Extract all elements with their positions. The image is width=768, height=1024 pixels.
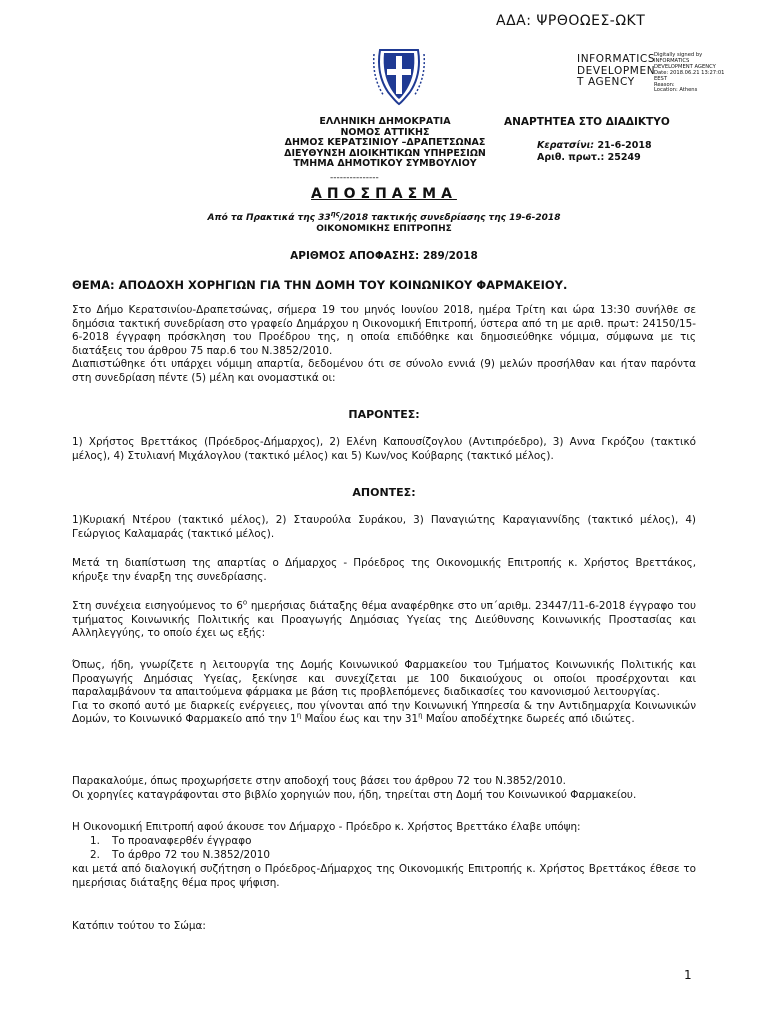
absent-list: 1)Κυριακή Ντέρου (τακτικό μέλος), 2) Σταυρούλα Συράκου, 3) Παναγιώτης Καραγιαννίδης (τακτικό μέλος), 4) Γεώργιος Καλαμαράς (τακτικό μέλος). bbox=[72, 514, 696, 540]
absent-heading: ΑΠΟΝΤΕΣ: bbox=[352, 486, 416, 499]
document-title: ΑΠΟΣΠΑΣΜΑ bbox=[311, 186, 457, 202]
publish-online-label: ΑΝΑΡΤΗΤΕΑ ΣΤΟ ΔΙΑΔΙΚΤΥΟ bbox=[504, 116, 670, 128]
list-item: 1. Το προαναφερθέν έγγραφο bbox=[90, 835, 252, 847]
intro-paragraph: Στο Δήμο Κερατσινίου-Δραπετσώνας, σήμερα 19 του μηνός Ιουνίου 2018, ημέρα Τρίτη και ώρα 13:30 συνήλθε σε δημόσια τακτική συνεδρίαση στο γραφείο Δημάρχου η Οικονομική Επιτροπή, ύστερα από τη με αριθ. πρωτ: 24150/15-6-2018 έγγραφη πρόσκληση του Προέδρου της, η οποία επιδόθηκε και δημοσιεύθηκε νόμιμα, σύμφωνα με τις διατάξεις του άρθρου 75 παρ.6 του Ν.3852/2010. Διαπιστώθηκε ότι υπάρχει νόμιμη απαρτία, δεδομένου ότι σε σύνολο εννιά (9) μελών προσήλθαν και ήταν παρόντα στη συνεδρίαση πέντε (5) μέλη και ονομαστικά οι: bbox=[72, 304, 696, 384]
request-paragraph: Παρακαλούμε, όπως προχωρήσετε στην αποδοχή τους βάσει του άρθρου 72 του Ν.3852/2010. Οι χορηγίες καταγράφονται στο βιβλίο χορηγιών που, ήδη, τηρείται στη Δομή του Κοινωνικού Φαρμακείου. bbox=[72, 775, 637, 801]
greek-emblem-icon bbox=[370, 44, 428, 106]
pharmacy-operation-paragraph: Όπως, ήδη, γνωρίζετε η λειτουργία της Δομής Κοινωνικού Φαρμακείου του Τμήματος Κοινωνικής Πολιτικής και Προαγωγής Δημόσιας Υγείας, ξεκίνησε και συνεχίζεται με 100 δικαιούχους οι οποίοι προσέρχονται και παραλαμβάνουν τα απαιτούμενα φάρμακα με βάση τις προβλεπόμενες διαδικασίες του κανονισμού λειτουργίας. Για το σκοπό αυτό με διαρκείς ενέργειες, που γίνονται από την Κοινωνική Υπηρεσία & την Αντιδημαρχία Κοινωνικών Δομών, το Κοινωνικό Φαρμακείο από την $1^\eta$ Μαΐου έως και την $31^\eta$ Μαΐου αποδέχτηκε δωρεές από ιδιώτες. bbox=[72, 659, 696, 726]
date-protocol-block: Κερατσίνι: 21-6-2018 Αριθ. πρωτ.: 25249 bbox=[537, 140, 652, 163]
agenda-item-paragraph: Στη συνέχεια εισηγούμενος το $6^o$ ημερήσιας διάταξης θέμα αναφέρθηκε στο υπ΄αριθμ. 23447/11-6-2018 έγγραφο του τμήματος Κοινωνικής Πολιτικής και Προαγωγής Δημόσιας Υγείας της Διεύθυνσης Κοινωνικής Προστασίας και Αλληλεγγύης, το οποίο έχει ως εξής: bbox=[72, 598, 696, 640]
present-list: 1) Χρήστος Βρεττάκος (Πρόεδρος-Δήμαρχος), 2) Ελένη Καπουσίζογλου (Αντιπρόεδρο), 3) Αννα Γκρόζου (τακτικό μέλος), 4) Στυλιανή Μιχάλογλου (τακτικό μέλος) και 5) Κων/νος Κούβαρης (τακτικό μέλος). bbox=[72, 436, 696, 462]
digital-signature-info: Digitally signed by INFORMATICS DEVELOPMENT AGENCY Date: 2018.06.21 13:27:01 EEST Reason: Location: Athens bbox=[654, 52, 725, 94]
committee-paragraph: Η Οικονομική Επιτροπή αφού άκουσε τον Δήμαρχο - Πρόεδρο κ. Χρήστος Βρεττάκο έλαβε υπόψη: bbox=[72, 821, 581, 833]
signature-agency: INFORMATICS DEVELOPMEN T AGENCY bbox=[577, 53, 656, 88]
separator-dashes: --------------- bbox=[330, 173, 379, 183]
minutes-reference: Από τα Πρακτικά της $33^{\eta\varsigma}/2018$ τακτικής συνεδρίασης της 19-6-2018 ΟΙΚΟΝΟΜΙΚΗΣ ΕΠΙΤΡΟΠΗΣ bbox=[207, 210, 561, 234]
page-number: 1 bbox=[684, 968, 692, 982]
subject-line: ΘΕΜΑ: ΑΠΟΔΟΧΗ ΧΟΡΗΓΙΩΝ ΓΙΑ ΤΗΝ ΔΟΜΗ ΤΟΥ ΚΟΙΝΩΝΙΚΟΥ ΦΑΡΜΑΚΕΙΟΥ. bbox=[72, 278, 568, 292]
list-item: 2. Το άρθρο 72 του Ν.3852/2010 bbox=[90, 848, 270, 861]
ada-code: ΑΔΑ: ΨΡΘΟΩΕΣ-ΩΚΤ bbox=[496, 13, 646, 29]
present-heading: ΠΑΡΟΝΤΕΣ: bbox=[348, 408, 420, 421]
decision-number: ΑΡΙΘΜΟΣ ΑΠΟΦΑΣΗΣ: 289/2018 bbox=[290, 250, 478, 262]
body-intro-line: Κατόπιν τούτου το Σώμα: bbox=[72, 920, 206, 932]
session-start-paragraph: Μετά τη διαπίστωση της απαρτίας ο Δήμαρχος - Πρόεδρος της Οικονομικής Επιτροπής κ. Χρήστος Βρεττάκος, κήρυξε την έναρξη της συνεδρίασης. bbox=[72, 557, 696, 583]
donations-paragraph: Για το σκοπό αυτό με διαρκείς ενέργειες, που γίνονται από την Κοινωνική Υπηρεσία & την Αντιδημαρχία Κοινωνικών Δομών, το Κοινωνικό Φαρμακείο από την $1^\eta$ Μαΐου έως και την $31^\eta$ Μαΐου αποδέχτηκε δωρεές από ιδιώτες. bbox=[72, 699, 696, 726]
considered-list bbox=[72, 835, 696, 862]
authority-header: ΕΛΛΗΝΙΚΗ ΔΗΜΟΚΡΑΤΙΑ ΝΟΜΟΣ ΑΤΤΙΚΗΣ ΔΗΜΟΣ ΚΕΡΑΤΣΙΝΙΟΥ –ΔΡΑΠΕΤΣΩΝΑΣ ΔΙΕΥΘΥΝΣΗ ΔΙΟΙΚΗΤΙΚΩΝ ΥΠΗΡΕΣΙΩΝ ΤΜΗΜΑ ΔΗΜΟΤΙΚΟΥ ΣΥΜΒΟΥΛΙΟΥ bbox=[284, 116, 486, 169]
vote-paragraph: και μετά από διαλογική συζήτηση ο Πρόεδρος-Δήμαρχος της Οικονομικής Επιτροπής κ. Χρήστος Βρεττάκος έθεσε το ημερήσιας διάταξης θέμα προς ψήφιση. bbox=[72, 863, 696, 889]
quorum-paragraph: Διαπιστώθηκε ότι υπάρχει νόμιμη απαρτία, δεδομένου ότι σε σύνολο εννιά (9) μελών προσήλθαν και ήταν παρόντα στη συνεδρίαση πέντε (5) μέλη και ονομαστικά οι: bbox=[72, 358, 696, 384]
